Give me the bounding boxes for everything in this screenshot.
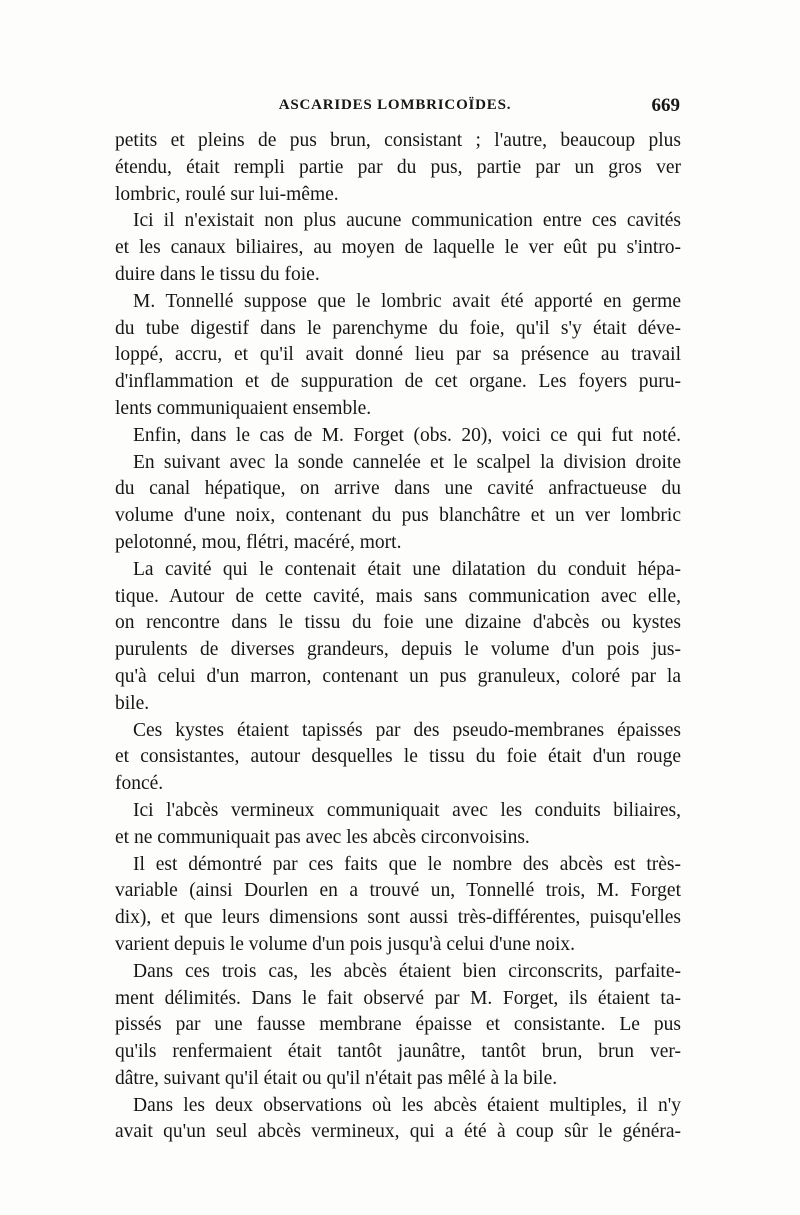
text-line: purulents de diverses grandeurs, depuis le volume d'un pois jus- [115, 639, 681, 661]
text-line: lents communiquaient ensemble. [115, 397, 372, 419]
text-line: La cavité qui le contenait était une dilatation du conduit hépa- [133, 558, 681, 580]
text-line: tique. Autour de cette cavité, mais sans communication avec elle, [115, 585, 681, 607]
text-line: lombric, roulé sur lui-même. [115, 183, 339, 205]
text-line: étendu, était rempli partie par du pus, partie par un gros ver [115, 156, 681, 178]
text-line: on rencontre dans le tissu du foie une dizaine d'abcès ou kystes [115, 612, 681, 634]
text-line: En suivant avec la sonde cannelée et le scalpel la division droite [133, 451, 681, 473]
text-line: du canal hépatique, on arrive dans une cavité anfractueuse du [115, 478, 681, 500]
text-line: et les canaux biliaires, au moyen de laquelle le ver eût pu s'intro- [115, 237, 681, 259]
text-line: variable (ainsi Dourlen en a trouvé un, Tonnellé trois, M. Forget [115, 880, 681, 902]
text-line: bile. [115, 692, 150, 714]
text-line: ment délimités. Dans le fait observé par M. Forget, ils étaient ta- [115, 987, 681, 1009]
text-line: Ces kystes étaient tapissés par des pseudo-membranes épaisses [133, 719, 681, 741]
text-line: Dans ces trois cas, les abcès étaient bien circonscrits, parfaite- [133, 960, 681, 982]
text-line: dâtre, suivant qu'il était ou qu'il n'était pas mêlé à la bile. [115, 1067, 558, 1089]
text-line: volume d'une noix, contenant du pus blanchâtre et un ver lombric [115, 505, 681, 527]
text-line: pissés par une fausse membrane épaisse et consistante. Le pus [115, 1014, 681, 1036]
text-line: Enfin, dans le cas de M. Forget (obs. 20), voici ce qui fut noté. [133, 424, 681, 446]
body-text [115, 128, 681, 1146]
text-line: et ne communiquait pas avec les abcès circonvoisins. [115, 826, 530, 848]
text-line: petits et pleins de pus brun, consistant ; l'autre, beaucoup plus [115, 130, 681, 151]
text-line: duire dans le tissu du foie. [115, 263, 320, 285]
running-title: ASCARIDES LOMBRICOÏDES. [278, 97, 512, 113]
text-line: pelotonné, mou, flétri, macéré, mort. [115, 531, 402, 553]
text-line: qu'à celui d'un marron, contenant un pus granuleux, coloré par la [115, 665, 681, 687]
text-line: dix), et que leurs dimensions sont aussi très-différentes, puisqu'elles [115, 907, 681, 929]
text-line: Ici il n'existait non plus aucune communication entre ces cavités [133, 210, 681, 232]
text-line: et consistantes, autour desquelles le tissu du foie était d'un rouge [115, 746, 681, 768]
text-line: avait qu'un seul abcès vermineux, qui a été à coup sûr le généra- [115, 1121, 681, 1143]
text-line: du tube digestif dans le parenchyme du foie, qu'il s'y était déve- [115, 317, 681, 339]
text-line: Ici l'abcès vermineux communiquait avec les conduits biliaires, [133, 799, 681, 821]
text-line: M. Tonnellé suppose que le lombric avait été apporté en germe [133, 290, 681, 312]
text-line: qu'ils renfermaient était tantôt jaunâtre, tantôt brun, brun ver- [115, 1041, 681, 1063]
page-number: 669 [651, 95, 680, 116]
text-line: Il est démontré par ces faits que le nombre des abcès est très- [133, 853, 681, 875]
text-line: Dans les deux observations où les abcès étaient multiples, il n'y [133, 1094, 681, 1116]
text-line: d'inflammation et de suppuration de cet organe. Les foyers puru- [115, 371, 681, 393]
text-line: loppé, accru, et qu'il avait donné lieu par sa présence au travail [115, 344, 681, 366]
text-line: varient depuis le volume d'un pois jusqu'à celui d'une noix. [115, 933, 576, 955]
text-line: foncé. [115, 773, 164, 795]
running-head [110, 97, 680, 121]
